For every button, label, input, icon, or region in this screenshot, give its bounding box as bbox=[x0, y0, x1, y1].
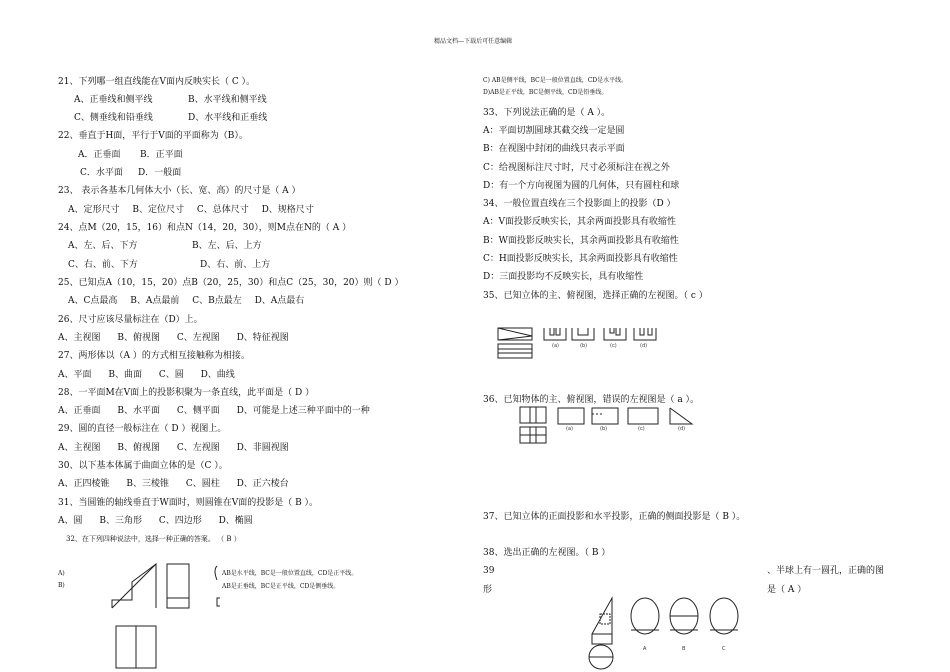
q35-label-b: (b) bbox=[580, 343, 588, 349]
q30: 30、以下基本体属于曲面立体的是（C ）。 bbox=[58, 461, 228, 471]
q39-text-2: 形 bbox=[483, 585, 493, 595]
q21-d: D、水平线和正垂线 bbox=[188, 113, 268, 123]
q26: 26、尺寸应该尽量标注在（D）上。 bbox=[58, 315, 203, 325]
q34-a: A：V面投影反映实长，其余两面投影具有收缩性 bbox=[483, 217, 677, 227]
q32-figure bbox=[108, 560, 238, 670]
q39-label-a: A bbox=[643, 646, 647, 652]
q35-figure bbox=[498, 322, 668, 362]
q22-b: B．正平面 bbox=[140, 150, 183, 160]
q39-answer: 是（ A ） bbox=[767, 585, 807, 595]
q36-figure bbox=[518, 405, 698, 445]
q39-label-c: C bbox=[722, 646, 726, 652]
q35-label-a: (a) bbox=[552, 343, 559, 349]
q32-label-b: B) bbox=[58, 582, 65, 589]
q36-label-d: (d) bbox=[678, 426, 686, 432]
q27: 27、两形体以（A ）的方式相互接触称为相接。 bbox=[58, 351, 250, 361]
q33-b: B：在视图中封闭的曲线只表示平面 bbox=[483, 144, 625, 154]
q27-options: A、平面 B、曲面 C、圆 D、曲线 bbox=[58, 370, 235, 380]
q21: 21、下列哪一组直线能在V面内反映实长（ C ）。 bbox=[58, 77, 256, 87]
q21-a: A、正垂线和侧平线 bbox=[74, 95, 153, 105]
q23: 23、 表示各基本几何体大小（长、宽、高）的尺寸是（ A ） bbox=[58, 186, 301, 196]
q24: 24、点M（20，15，16）和点N（14，20，30），则M点在N的（ A ） bbox=[58, 223, 352, 233]
q31-options: A、圆 B、三角形 C、四边形 D、椭圆 bbox=[58, 516, 253, 526]
q23-options: A、定形尺寸 B、定位尺寸 C、总体尺寸 D、规格尺寸 bbox=[68, 205, 314, 215]
q37: 37、已知立体的正面投影和水平投影，正确的侧面投影是（ B ）。 bbox=[483, 512, 746, 522]
q22-c: C．水平面 bbox=[80, 168, 123, 178]
q38-figure bbox=[588, 594, 748, 672]
q22-d: D．一般面 bbox=[138, 168, 182, 178]
q33-d: D：有一个方向视图为圆的几何体，只有圆柱和球 bbox=[483, 181, 680, 191]
q39-label-b: B bbox=[682, 646, 686, 652]
q28: 28、一平面M在V面上的投影积聚为一条直线，此平面是（ D ） bbox=[58, 388, 315, 398]
q32-option-d: D)AB是正平线，BC是侧平线，CD是铅垂线。 bbox=[483, 89, 608, 96]
q22-a: A．正垂面 bbox=[78, 150, 121, 160]
q26-options: A、主视图 B、俯视图 C、左视图 D、特征视图 bbox=[58, 333, 289, 343]
q24-d: D、右、前、上方 bbox=[200, 260, 271, 270]
q21-b: B、水平线和侧平线 bbox=[188, 95, 267, 105]
q35-label-d: (d) bbox=[640, 343, 648, 349]
q32: 32、在下列四种说法中，选择一种正确的答案。 （ B ） bbox=[66, 535, 241, 543]
q25-options: A、C点最高 B、A点最前 C、B点最左 D、A点最右 bbox=[68, 296, 305, 306]
q33-c: C：给视图标注尺寸时，尺寸必须标注在视之外 bbox=[483, 163, 670, 173]
q31: 31、当圆锥的轴线垂直于W面时，则圆锥在V面的投影是（ B ）。 bbox=[58, 498, 319, 508]
q25: 25、已知点A（10，15，20）点B（20，25，30）和点C（25，30，20）则（ D ） bbox=[58, 278, 404, 288]
q33: 33、下列说法正确的是（ A ）。 bbox=[483, 108, 611, 118]
q36-label-b: (b) bbox=[600, 426, 608, 432]
q33-a: A：平面切割圆球其截交线一定是圆 bbox=[483, 126, 625, 136]
q29-options: A、主视图 B、俯视图 C、左视图 D、非圆视图 bbox=[58, 443, 289, 453]
q34-c: C：H面投影反映实长，其余两面投影具有收缩性 bbox=[483, 254, 678, 264]
q35: 35、已知立体的主、俯视图，选择正确的左视图。（ c ） bbox=[483, 291, 708, 301]
q34-b: B：W面投影反映实长，其余两面投影具有收缩性 bbox=[483, 236, 679, 246]
q39-text: 、半球上有一圆孔，正确的图 bbox=[767, 566, 885, 576]
q38: 38、选出正确的左视图。（ B ） bbox=[483, 548, 611, 558]
q35-label-c: (c) bbox=[610, 343, 617, 349]
q21-c: C、侧垂线和铅垂线 bbox=[74, 113, 153, 123]
q34: 34、一般位置直线在三个投影面上的投影（D ） bbox=[483, 199, 676, 209]
q28-options: A、正垂面 B、水平面 C、侧平面 D、可能是上述三种平面中的一种 bbox=[58, 406, 370, 416]
q34-d: D：三面投影均不反映实长，具有收缩性 bbox=[483, 272, 644, 282]
q39-number: 39 bbox=[483, 566, 495, 576]
q24-b: B、左、后、上方 bbox=[192, 241, 262, 251]
q32-option-a: AB是水平线，BC是一般位置直线，CD是正平线。 bbox=[222, 570, 358, 577]
q32-option-c: C) AB是侧平线，BC是一般位置直线，CD是水平线。 bbox=[483, 77, 628, 84]
q36-label-c: (c) bbox=[638, 426, 645, 432]
q29: 29、圆的直径一般标注在（ D ）视图上。 bbox=[58, 424, 227, 434]
page-header: 精品文档---下载后可任意编辑 bbox=[434, 38, 513, 45]
q24-c: C、右、前、下方 bbox=[68, 260, 138, 270]
q36-label-a: (a) bbox=[566, 426, 573, 432]
q32-label-a: A) bbox=[58, 570, 65, 577]
q24-a: A、左、后、下方 bbox=[68, 241, 138, 251]
q36: 36、已知物体的主、俯视图，错误的左视图是（ a ）。 bbox=[483, 395, 700, 405]
q22: 22、垂直于H面，平行于V面的平面称为（B）。 bbox=[58, 131, 248, 141]
q30-options: A、正四棱锥 B、三棱锥 C、圆柱 D、正六棱台 bbox=[58, 479, 289, 489]
q32-option-b: AB是正垂线，BC是正平线，CD是侧垂线。 bbox=[222, 583, 340, 590]
